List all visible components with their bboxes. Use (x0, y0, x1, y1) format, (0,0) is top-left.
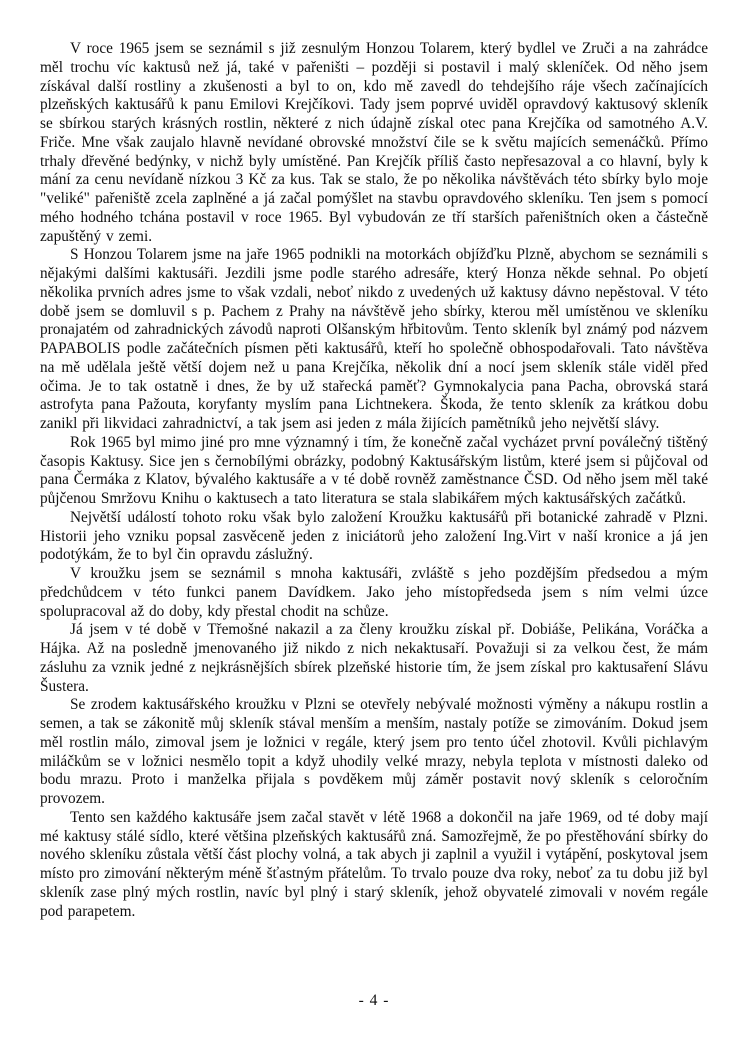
paragraph-8: Tento sen každého kaktusáře jsem začal stavět v létě 1968 a dokončil na jaře 1969, od té doby mají mé kaktusy stálé sídlo, které většina plzeňských kaktusářů zná. Samozřejmě, že po přestěhování sbírky do nového skleníku zůstala větší část plochy volná, a tak abych ji zaplnil a využil i vytápění, poskytoval jsem místo pro zimování některým méně šťastným přátelům. To trvalo pouze dva roky, neboť za tu dobu již byl skleník zase plný mých rostlin, navíc byl plný i starý skleník, jehož obyvatelé zimovali v novém regále pod parapetem. (40, 808, 708, 920)
paragraph-3: Rok 1965 byl mimo jiné pro mne významný i tím, že konečně začal vycházet první poválečný tištěný časopis Kaktusy. Sice jen s černobílými obrázky, podobný Kaktusářským listům, které jsem si půjčoval od pana Čermáka z Klatov, bývalého kaktusáře a v té době rovněž zaměstnance ČSD. Od něho jsem měl také půjčenou Smržovu Knihu o kaktusech a tato literatura se stala slabikářem mých kaktusářských začátků. (40, 433, 708, 507)
paragraph-2: S Honzou Tolarem jsme na jaře 1965 podnikli na motorkách objížďku Plzně, abychom se seznámili s nějakými dalšími kaktusáři. Jezdili jsme podle starého adresáře, který Honza někde sehnal. Po objetí několika prvních adres jsme to však vzdali, neboť nikdo z uvedených už kaktusy dávno nepěstoval. V této době jsem se domluvil s p. Pachem z Prahy na návštěvě jeho sbírky, kterou měl umístěnou ve skleníku pronajatém od zahradnických závodů naproti Olšanským hřbitovům. Tento skleník byl známý pod názvem PAPABOLIS podle začátečních písmen pěti kaktusářů, kteří ho společně obhospodařovali. Tato návštěva na mě udělala ještě větší dojem než u pana Krejčíka, několik dní a nocí jsem skleník stále viděl před očima. Je to tak ostatně i dnes, že by už stařecká paměť? Gymnokalycia pana Pacha, obrovská stará astrofyta pana Pažouta, koryfanty myslím pana Lichtnekera. Škoda, že tento skleník za krátkou dobu zanikl při likvidaci zahradnictví, a tak jsem asi jeden z mála žijících pamětníků jeho největší slávy. (40, 246, 708, 432)
paragraph-5: V kroužku jsem se seznámil s mnoha kaktusáři, zvláště s jeho pozdějším předsedou a mým předchůdcem v této funkci panem Davídkem. Jako jeho místopředseda jsem s ním velmi úzce spolupracoval až do doby, kdy přestal chodit na schůze. (40, 565, 708, 620)
paragraph-4: Největší událostí tohoto roku však bylo založení Kroužku kaktusářů při botanické zahradě v Plzni. Historii jeho vzniku popsal zasvěceně jeden z iniciátorů jeho založení Ing.Virt v naší kronice a já jen podotýkám, že to byl čin opravdu záslužný. (40, 508, 708, 564)
paragraph-1: V roce 1965 jsem se seznámil s již zesnulým Honzou Tolarem, který bydlel ve Zruči a na zahrádce měl trochu víc kaktusů než já, také v pařeništi – později si postavil i malý skleníček. Od něho jsem získával další rostliny a zkušenosti a byl to on, kdo mě zavedl do tehdejšího ráje všech začínajících plzeňských kaktusářů k panu Emilovi Krejčíkovi. Tady jsem poprvé uviděl opravdový kaktusový skleník se sbírkou starých krásných rostlin, některé z nich údajně získal otec pana Krejčíka od samotného A.V. Friče. Mne však zaujalo hlavně nevídané obrovské množství čile se k světu majících semenáčků. Přímo trhaly dřevěné bedýnky, v nichž byly umístěné. Pan Krejčík příliš často nepřesazoval a co hlavní, byly k mání za cenu nevídaně nízkou 3 Kč za kus. Tak se stalo, že po několika návštěvách této sbírky bylo moje "veliké" pařeniště zcela zaplněné a já začal pomýšlet na stavbu opravdového skleníku. Ten jsem s pomocí mého hodného tchána postavil v roce 1965. Byl vybudován ze tří starších pařeništních oken a částečně zapuštěný v zemi. (40, 40, 708, 245)
document-body (40, 40, 708, 921)
paragraph-7: Se zrodem kaktusářského kroužku v Plzni se otevřely nebývalé možnosti výměny a nákupu rostlin a semen, a tak se zákonitě můj skleník stával menším a menším, nastaly potíže se zimováním. Dokud jsem měl rostlin málo, zimoval jsem je ložnici v regále, který jsem pro tento účel zhotovil. Kvůli pichlavým miláčkům se v ložnici nesmělo topit a když uhodily velké mrazy, nebyla teplota v místnosti daleko od bodu mrazu. Proto i manželka přijala s povděkem můj záměr postavit nový skleník s celoročním provozem. (40, 696, 708, 807)
paragraph-6: Já jsem v té době v Třemošné nakazil a za členy kroužku získal př. Dobiáše, Pelikána, Voráčka a Hájka. Až na posledně jmenovaného již nikdo z nich nekaktusaří. Považuji si za velkou čest, že mám zásluhu za vznik jedné z nejkrásnějších sbírek plzeňské historie tím, že jsem získal pro kaktusaření Slávu Šustera. (40, 621, 708, 695)
page-number: - 4 - (358, 992, 390, 1009)
